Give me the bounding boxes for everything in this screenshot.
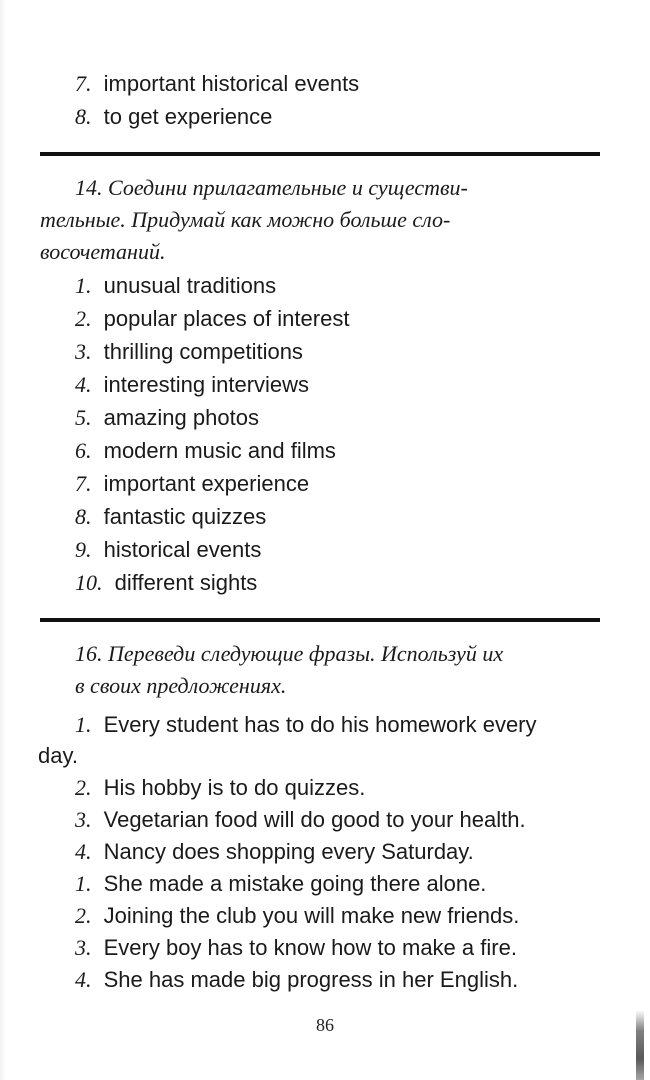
list-item bbox=[75, 103, 272, 131]
item-text: to get experience bbox=[103, 104, 273, 129]
task-14-heading-line3: восочетаний. bbox=[40, 239, 166, 264]
item-text: fantastic quizzes bbox=[103, 504, 267, 529]
item-text: unusual traditions bbox=[103, 273, 277, 298]
list-item bbox=[75, 70, 359, 98]
item-number: 7. bbox=[75, 471, 92, 496]
item-text: historical events bbox=[103, 537, 262, 562]
item-text: modern music and films bbox=[103, 438, 336, 463]
item-text: important historical events bbox=[103, 71, 360, 96]
list-item bbox=[75, 870, 486, 898]
item-text: thrilling competitions bbox=[103, 339, 303, 364]
item-number: 2. bbox=[75, 903, 92, 928]
task-14-heading-line2: тельные. Придумай как можно больше сло- bbox=[40, 207, 451, 232]
list-item bbox=[75, 536, 261, 564]
item-number: 8. bbox=[75, 504, 92, 529]
item-text: important experience bbox=[103, 471, 310, 496]
list-item bbox=[75, 503, 266, 531]
task-14-heading-line1: 14. Соедини прилагательные и существи- bbox=[75, 175, 468, 200]
item-number: 1. bbox=[75, 273, 92, 298]
list-item bbox=[75, 272, 276, 300]
task-16-heading-line1: 16. Переведи следующие фразы. Используй их bbox=[75, 641, 504, 666]
list-item bbox=[75, 966, 518, 994]
item-text: His hobby is to do quizzes. bbox=[103, 775, 366, 800]
list-item bbox=[75, 774, 365, 802]
item-text: popular places of interest bbox=[103, 306, 350, 331]
item-number: 3. bbox=[75, 807, 92, 832]
page-number: 86 bbox=[316, 1015, 334, 1035]
item-number: 1. bbox=[75, 871, 92, 896]
section-divider bbox=[40, 618, 600, 622]
item-number: 1. bbox=[75, 712, 92, 737]
list-item bbox=[75, 404, 259, 432]
item-text: Every student has to do his homework every bbox=[103, 712, 537, 737]
list-item bbox=[75, 806, 526, 834]
list-item bbox=[75, 569, 257, 597]
item-text: interesting interviews bbox=[103, 372, 310, 397]
section-divider bbox=[40, 152, 600, 156]
item-number: 5. bbox=[75, 405, 92, 430]
item-number: 4. bbox=[75, 372, 92, 397]
item-text: different sights bbox=[114, 570, 258, 595]
item-number: 9. bbox=[75, 537, 92, 562]
list-item bbox=[75, 838, 474, 866]
list-item bbox=[75, 902, 519, 930]
item-number: 7. bbox=[75, 71, 92, 96]
list-item bbox=[75, 371, 309, 399]
item-text: Nancy does shopping every Saturday. bbox=[103, 839, 474, 864]
item-number: 4. bbox=[75, 839, 92, 864]
scan-edge-mark bbox=[636, 1010, 644, 1080]
item-number: 4. bbox=[75, 967, 92, 992]
page-edge-shadow bbox=[0, 0, 6, 1080]
item-number: 2. bbox=[75, 306, 92, 331]
item-text: Every boy has to know how to make a fire. bbox=[103, 935, 517, 960]
list-item bbox=[75, 338, 303, 366]
item-text: amazing photos bbox=[103, 405, 259, 430]
list-item bbox=[75, 711, 537, 739]
task-16-heading-line2: в своих предложениях. bbox=[75, 673, 287, 698]
item-text: She made a mistake going there alone. bbox=[103, 871, 487, 896]
item-number: 10. bbox=[75, 570, 103, 595]
list-item bbox=[75, 437, 336, 465]
item-text: Joining the club you will make new friends. bbox=[103, 903, 520, 928]
list-item bbox=[75, 934, 517, 962]
item-number: 8. bbox=[75, 104, 92, 129]
item-text: Vegetarian food will do good to your health. bbox=[103, 807, 526, 832]
list-item bbox=[75, 470, 309, 498]
item-number: 6. bbox=[75, 438, 92, 463]
list-item bbox=[75, 305, 349, 333]
item-number: 2. bbox=[75, 775, 92, 800]
item-text: She has made big progress in her English. bbox=[103, 967, 519, 992]
item-number: 3. bbox=[75, 339, 92, 364]
list-item-continuation: day. bbox=[38, 743, 78, 768]
item-number: 3. bbox=[75, 935, 92, 960]
